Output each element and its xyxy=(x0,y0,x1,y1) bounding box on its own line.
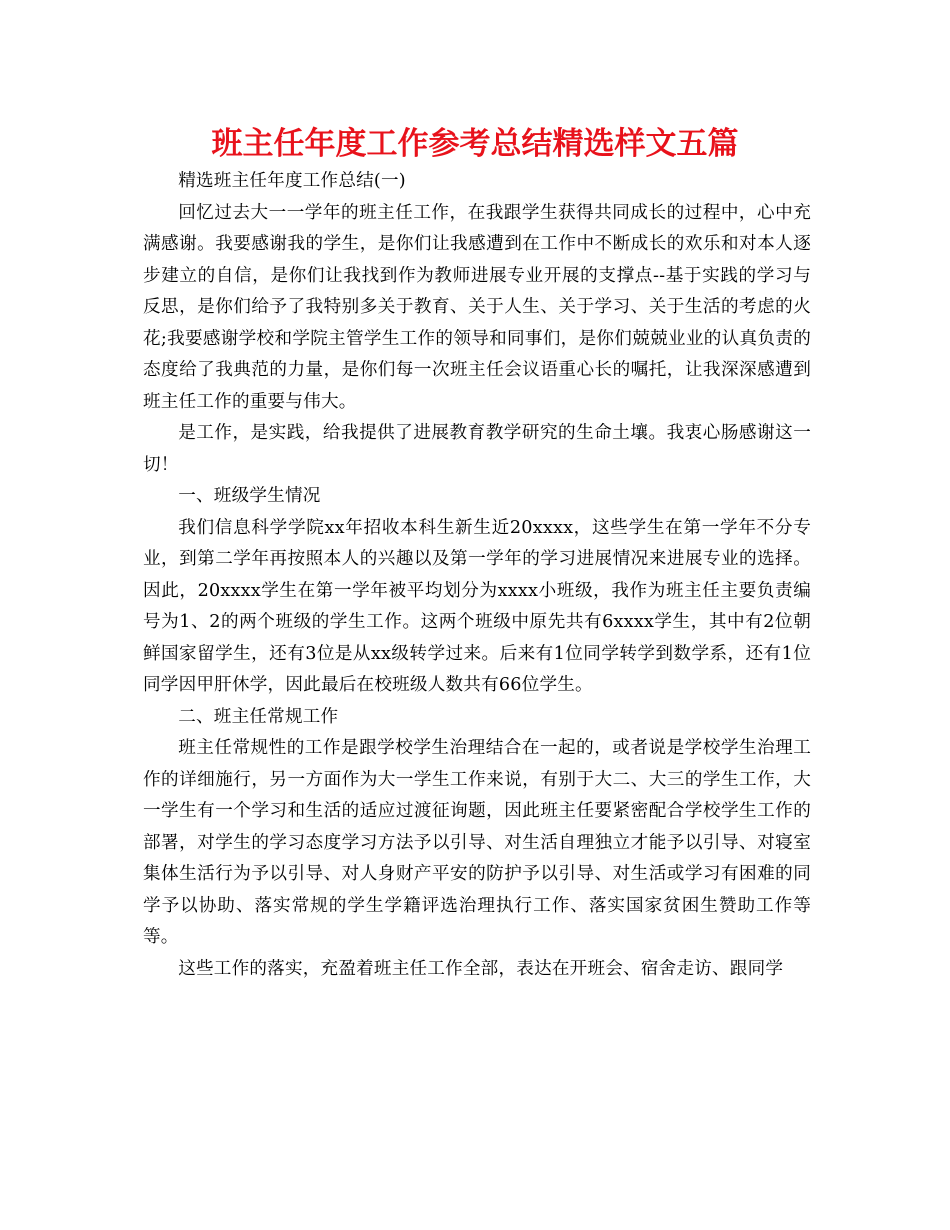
document-title: 班主任年度工作参考总结精选样文五篇 xyxy=(211,126,739,162)
section-heading: 一、班级学生情况 xyxy=(178,486,321,506)
section-heading: 精选班主任年度工作总结(一) xyxy=(178,171,406,191)
body-paragraph: 回忆过去大一一学年的班主任工作，在我跟学生获得共同成长的过程中，心中充满感谢。我要感谢我的学生，是你们让我感遭到在工作中不断成长的欢乐和对本人逐步建立的自信，是你们让我找到作为教师进展专业开展的支撑点--基于实践的学习与反思，是你们给予了我特别多关于教育、关于人生、关于学习、关于生活的考虑的火花;我要感谢学校和学院主管学生工作的领导和同事们，是你们兢兢业业的认真负责的态度给了我典范的力量，是你们每一次班主任会议语重心长的嘱托，让我深深感遭到班主任工作的重要与伟大。 xyxy=(143,202,811,412)
body-paragraph: 我们信息科学学院xx年招收本科生新生近20xxxx，这些学生在第一学年不分专业，到第二学年再按照本人的兴趣以及第一学年的学习进展情况来进展专业的选择。因此，20xxxx学生在第一学年被平均划分为xxxx小班级，我作为班主任主要负责编号为1、2的两个班级的学生工作。这两个班级中原先共有6xxxx学生，其中有2位朝鲜国家留学生，还有3位是从xx级转学过来。后来有1位同学转学到数学系，还有1位同学因甲肝休学，因此最后在校班级人数共有66位学生。 xyxy=(143,517,811,695)
body-paragraph: 是工作，是实践，给我提供了进展教育教学研究的生命土壤。我衷心肠感谢这一切！ xyxy=(143,423,811,475)
body-paragraph: 班主任常规性的工作是跟学校学生治理结合在一起的，或者说是学校学生治理工作的详细施行，另一方面作为大一学生工作来说，有别于大二、大三的学生工作，大一学生有一个学习和生活的适应过渡征询题，因此班主任要紧密配合学校学生工作的部署，对学生的学习态度学习方法予以引导、对生活自理独立才能予以引导、对寝室集体生活行为予以引导、对人身财产平安的防护予以引导、对生活或学习有困难的同学予以协助、落实常规的学生学籍评选治理执行工作、落实国家贫困生赞助工作等等。 xyxy=(143,738,811,947)
section-heading: 二、班主任常规工作 xyxy=(178,706,339,727)
document-body xyxy=(143,166,811,985)
body-paragraph: 这些工作的落实，充盈着班主任工作全部，表达在开班会、宿舍走访、跟同学 xyxy=(178,958,784,979)
